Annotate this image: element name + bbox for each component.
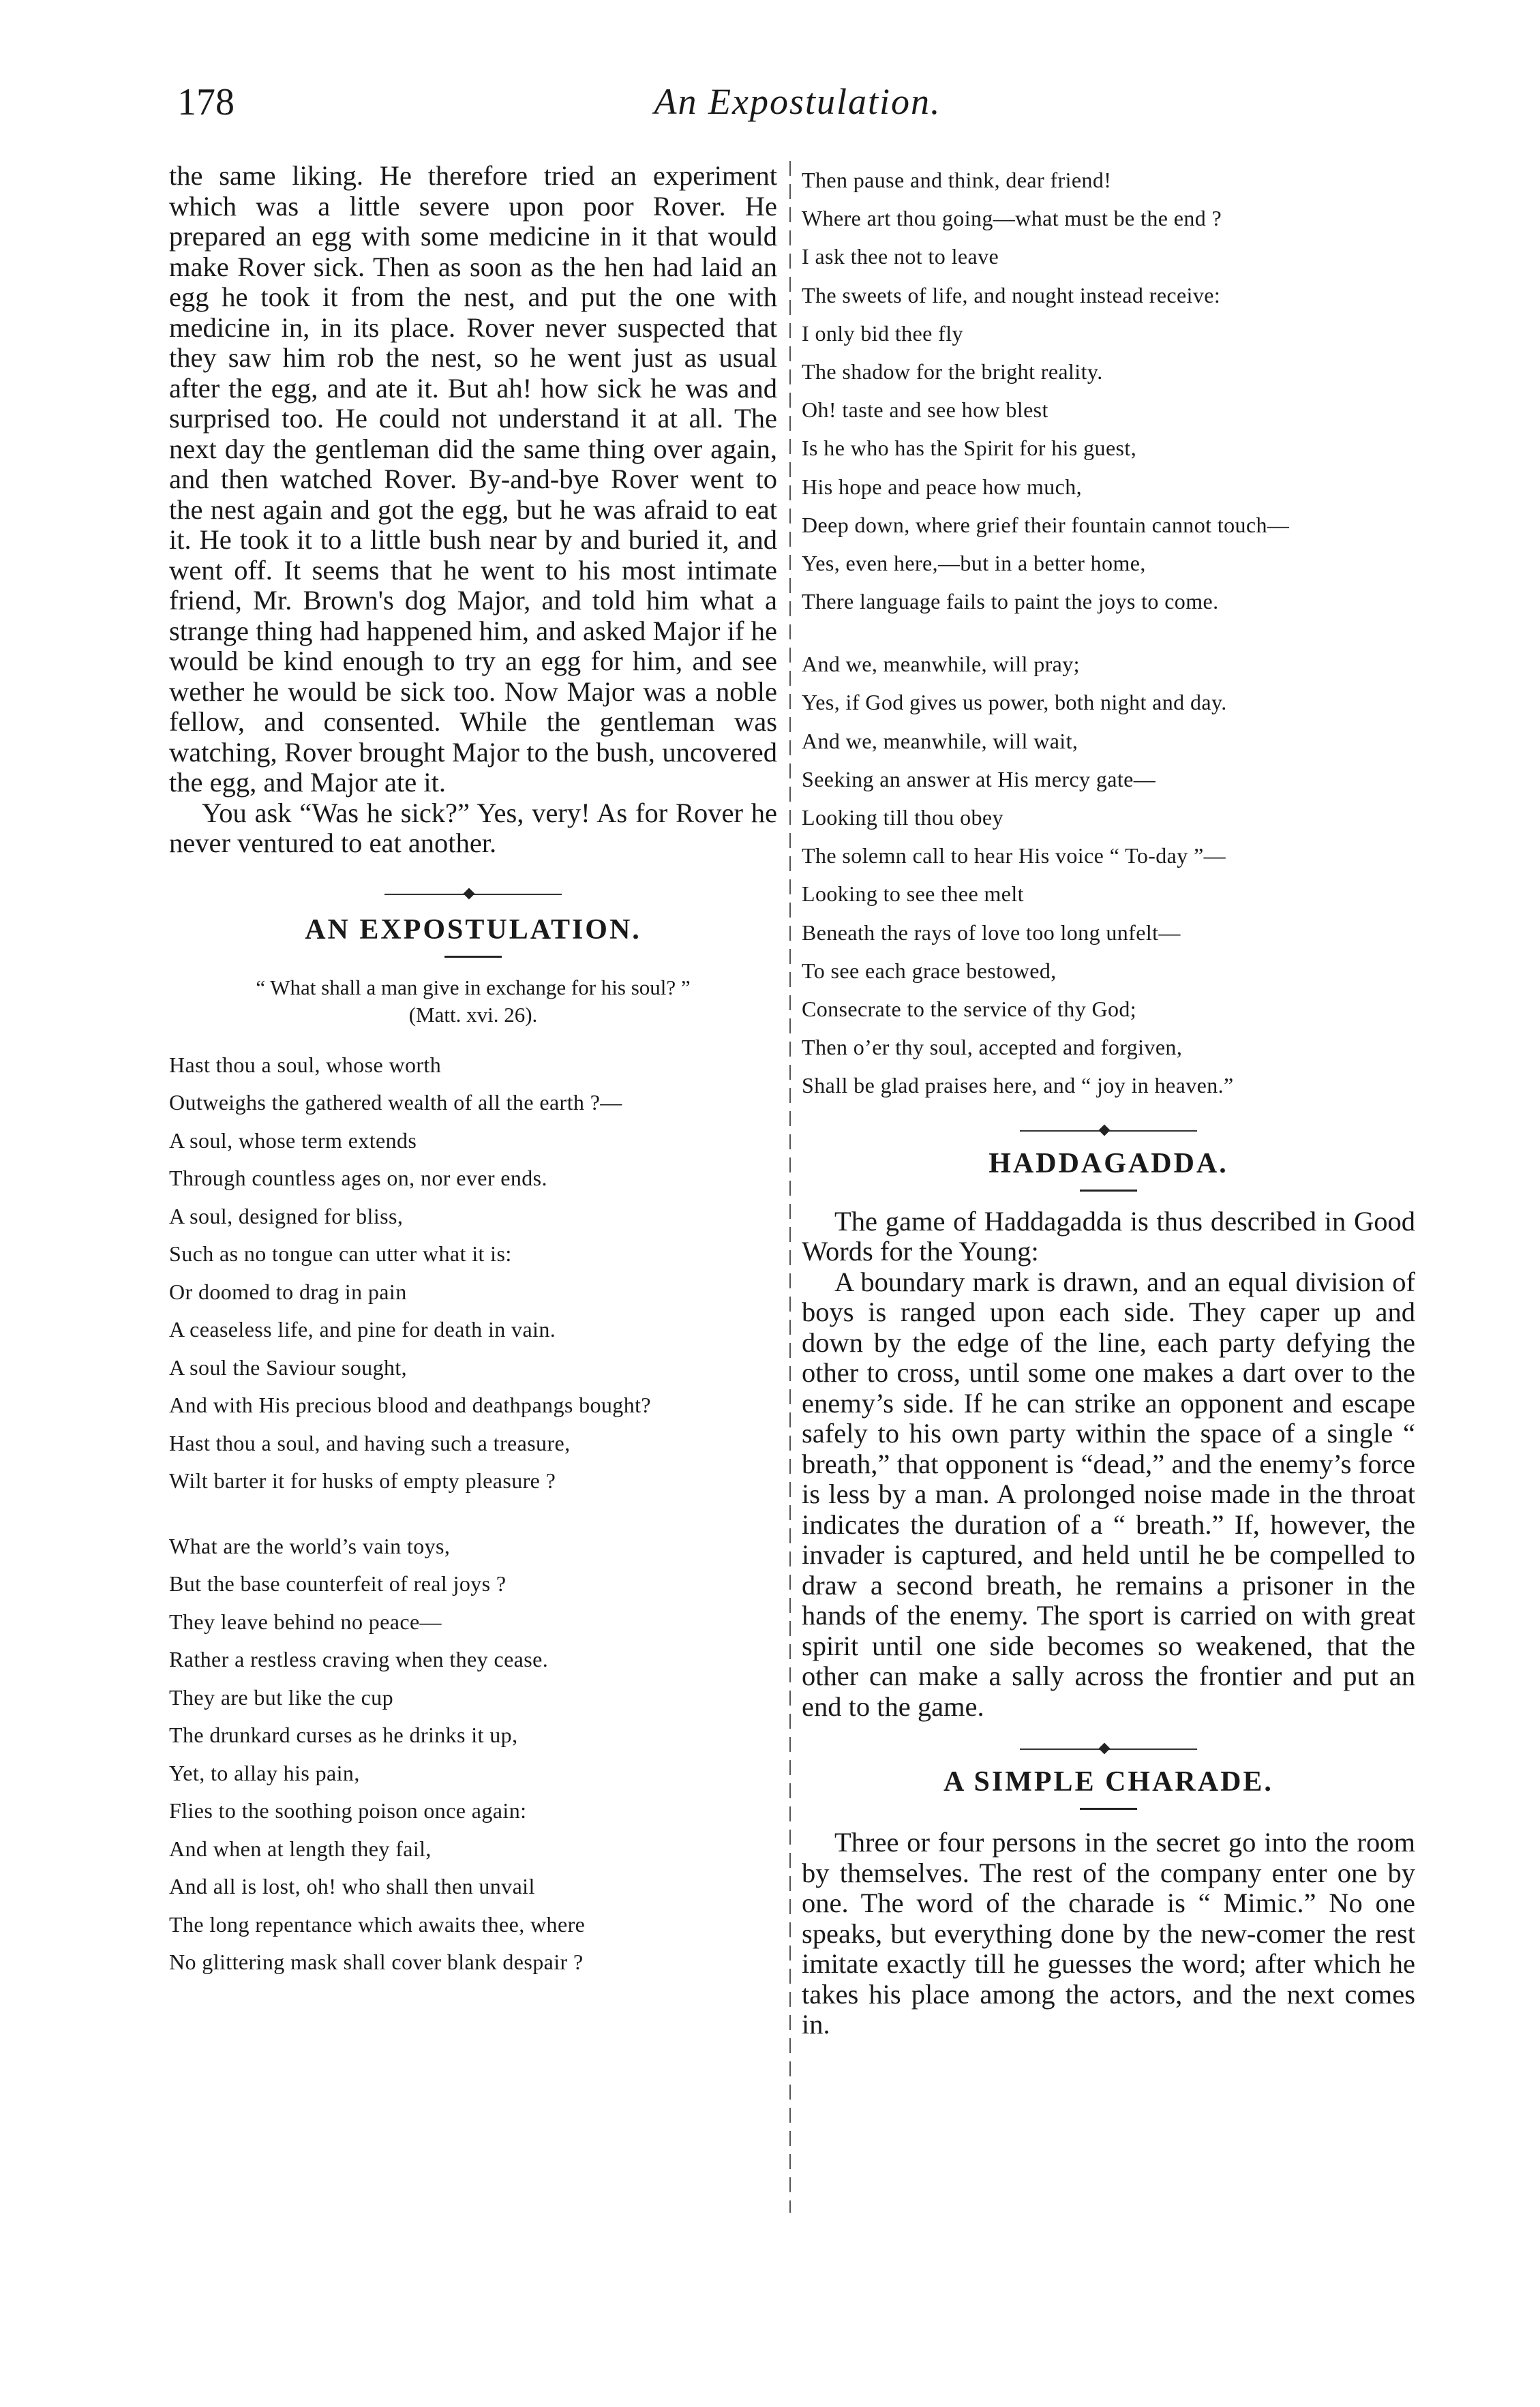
poem-line: Seeking an answer at His mercy gate— [802, 766, 1156, 791]
poem-line: The solemn call to hear His voice “ To-day ”— [802, 843, 1226, 868]
poem-line: The long repentance which awaits thee, where [169, 1911, 586, 1937]
epigraph-quote: “ What shall a man give in exchange for his soul? ” [256, 975, 691, 999]
poem-line: Or doomed to drag in pain [169, 1279, 407, 1304]
epigraph-reference: (Matt. xvi. 26). [408, 1002, 538, 1027]
poem-line: A ceaseless life, and pine for death in vain. [169, 1317, 556, 1342]
expostulation-title: AN EXPOSTULATION. [305, 913, 641, 945]
poem-line: Such as no tongue can utter what it is: [169, 1241, 512, 1266]
poem-line: Hast thou a soul, and having such a treasure, [169, 1430, 571, 1455]
section-separator [802, 1110, 1415, 1138]
poem-line: But the base counterfeit of real joys ? [169, 1571, 507, 1596]
poem-line: Outweighs the gathered wealth of all the earth ?— [169, 1090, 622, 1115]
running-title: An Expostulation. [654, 81, 941, 122]
poem-line: The shadow for the bright reality. [802, 359, 1103, 384]
poem-line: Consecrate to the service of thy God; [802, 996, 1137, 1021]
poem-line: I ask thee not to leave [802, 244, 999, 269]
haddagadda-title: HADDAGADDA. [988, 1147, 1228, 1179]
poem-stanza-4 [802, 645, 1415, 1104]
poem-line: Yes, if God gives us power, both night and day. [802, 690, 1227, 715]
poem-line: Deep down, where grief their fountain cannot touch— [802, 512, 1290, 537]
poem-line: Looking to see thee melt [802, 881, 1024, 907]
poem-line: And when at length they fail, [169, 1836, 432, 1861]
poem-line: There language fails to paint the joys to come. [802, 589, 1219, 614]
page-number: 178 [177, 81, 235, 123]
charade-title: A SIMPLE CHARADE. [943, 1766, 1273, 1798]
poem-line: They leave behind no peace— [169, 1609, 442, 1634]
right-column [802, 161, 1415, 2040]
rover-story-paragraph-1: the same liking. He therefore tried an experiment which was a little severe upon poor Rover. He prepared an egg with some medicine in it that would make Rover sick. Then as soon as the hen had laid an egg he took it from the nest, and put the one with medicine in, in its place. Rover never suspected that they saw him rob the nest, so he went just as usual after the egg, and ate it. But ah! how sick he was and surprised too. He could not understand it at all. The next day the gentleman did the same thing over again, and then watched Rover. By-and-bye Rover went to the nest again and got the egg, but he was afraid to eat it. He took it to a little bush near by and buried it, and went off. It seems that he went to his most intimate friend, Mr. Brown's dog Major, and told him what a strange thing had happened him, and asked Major if he would be kind enough to try an egg for him, and see wether he would be sick too. Now Major was a noble fellow, and consented. While the gentleman was watching, Rover brought Major to the bush, uncovered the egg, and Major ate it. [169, 160, 777, 798]
poem-line: No glittering mask shall cover blank despair ? [169, 1950, 584, 1974]
poem-line: And we, meanwhile, will wait, [802, 728, 1078, 753]
poem-line: They are but like the cup [169, 1684, 393, 1710]
poem-line: Then pause and think, dear friend! [802, 168, 1112, 192]
poem-line: Hast thou a soul, whose worth [169, 1052, 442, 1077]
left-column [169, 161, 777, 1982]
haddagadda-intro: The game of Haddagadda is thus described in Good Words for the Young: [802, 1205, 1415, 1267]
poem-stanza-3 [802, 161, 1415, 620]
poem-line: And we, meanwhile, will pray; [802, 652, 1080, 677]
poem-line: Beneath the rays of love too long unfelt— [802, 920, 1181, 945]
poem-line: Yet, to allay his pain, [169, 1760, 360, 1785]
poem-line: Yes, even here,—but in a better home, [802, 550, 1146, 575]
poem-line: Flies to the soothing poison once again: [169, 1798, 527, 1823]
poem-line: Wilt barter it for husks of empty pleasure ? [169, 1468, 556, 1493]
poem-line: The sweets of life, and nought instead receive: [802, 282, 1221, 307]
poem-line: And with His precious blood and deathpangs bought? [169, 1393, 651, 1417]
poem-stanza-2 [169, 1528, 777, 1982]
poem-line: What are the world’s vain toys, [169, 1533, 451, 1558]
section-separator [169, 874, 777, 901]
poem-line: Then o’er thy soul, accepted and forgiven, [802, 1035, 1183, 1060]
poem-line: To see each grace bestowed, [802, 958, 1057, 983]
poem-line: Shall be glad praises here, and “ joy in heaven.” [802, 1073, 1234, 1098]
rover-story-paragraph-2: You ask “Was he sick?” Yes, very! As for Rover he never ventured to eat another. [169, 797, 777, 858]
haddagadda-body: A boundary mark is drawn, and an equal division of boys is ranged upon each side. They caper up and down by the edge of the line, each party defying the other to cross, until some one makes a dart over to the enemy’s side. If he can strike an opponent and escape safely to his own party within the space of a single “ breath,” that opponent is “dead,” and the enemy’s force is less by a man. A prolonged noise made in the throat indicates the duration of a “ breath.” If, however, the invader is captured, and held until he be compelled to draw a second breath, he remains a prisoner in the hands of the enemy. The sport is carried on with great spirit until one side becomes so weakened, that the other can make a sally across the frontier and put an end to the game. [802, 1266, 1415, 1722]
poem-line: Is he who has the Spirit for his guest, [802, 436, 1137, 461]
poem-line: A soul the Saviour sought, [169, 1354, 408, 1380]
poem-line: Where art thou going—what must be the end ? [802, 206, 1222, 231]
charade-body: Three or four persons in the secret go into the room by themselves. The rest of the company enter one by one. The word of the charade is “ Mimic.” No one speaks, but everything done by the new-comer the rest imitate exactly till he guesses the word; after which he takes his place among the actors, and the next comes in. [802, 1827, 1415, 2040]
poem-stanza-1 [169, 1046, 777, 1500]
poem-line: I only bid thee fly [802, 320, 963, 346]
poem-line: The drunkard curses as he drinks it up, [169, 1723, 518, 1747]
poem-line: Rather a restless craving when they cease. [169, 1647, 549, 1671]
section-separator [802, 1729, 1415, 1756]
poem-line: Oh! taste and see how blest [802, 397, 1048, 423]
poem-line: A soul, designed for bliss, [169, 1203, 404, 1228]
column-divider [789, 161, 791, 2213]
poem-line: His hope and peace how much, [802, 474, 1083, 499]
poem-line: Through countless ages on, nor ever ends. [169, 1166, 547, 1190]
poem-line: A soul, whose term extends [169, 1127, 417, 1153]
page-header [177, 80, 1418, 142]
poem-line: And all is lost, oh! who shall then unvail [169, 1874, 535, 1898]
poem-line: Looking till thou obey [802, 805, 1003, 830]
